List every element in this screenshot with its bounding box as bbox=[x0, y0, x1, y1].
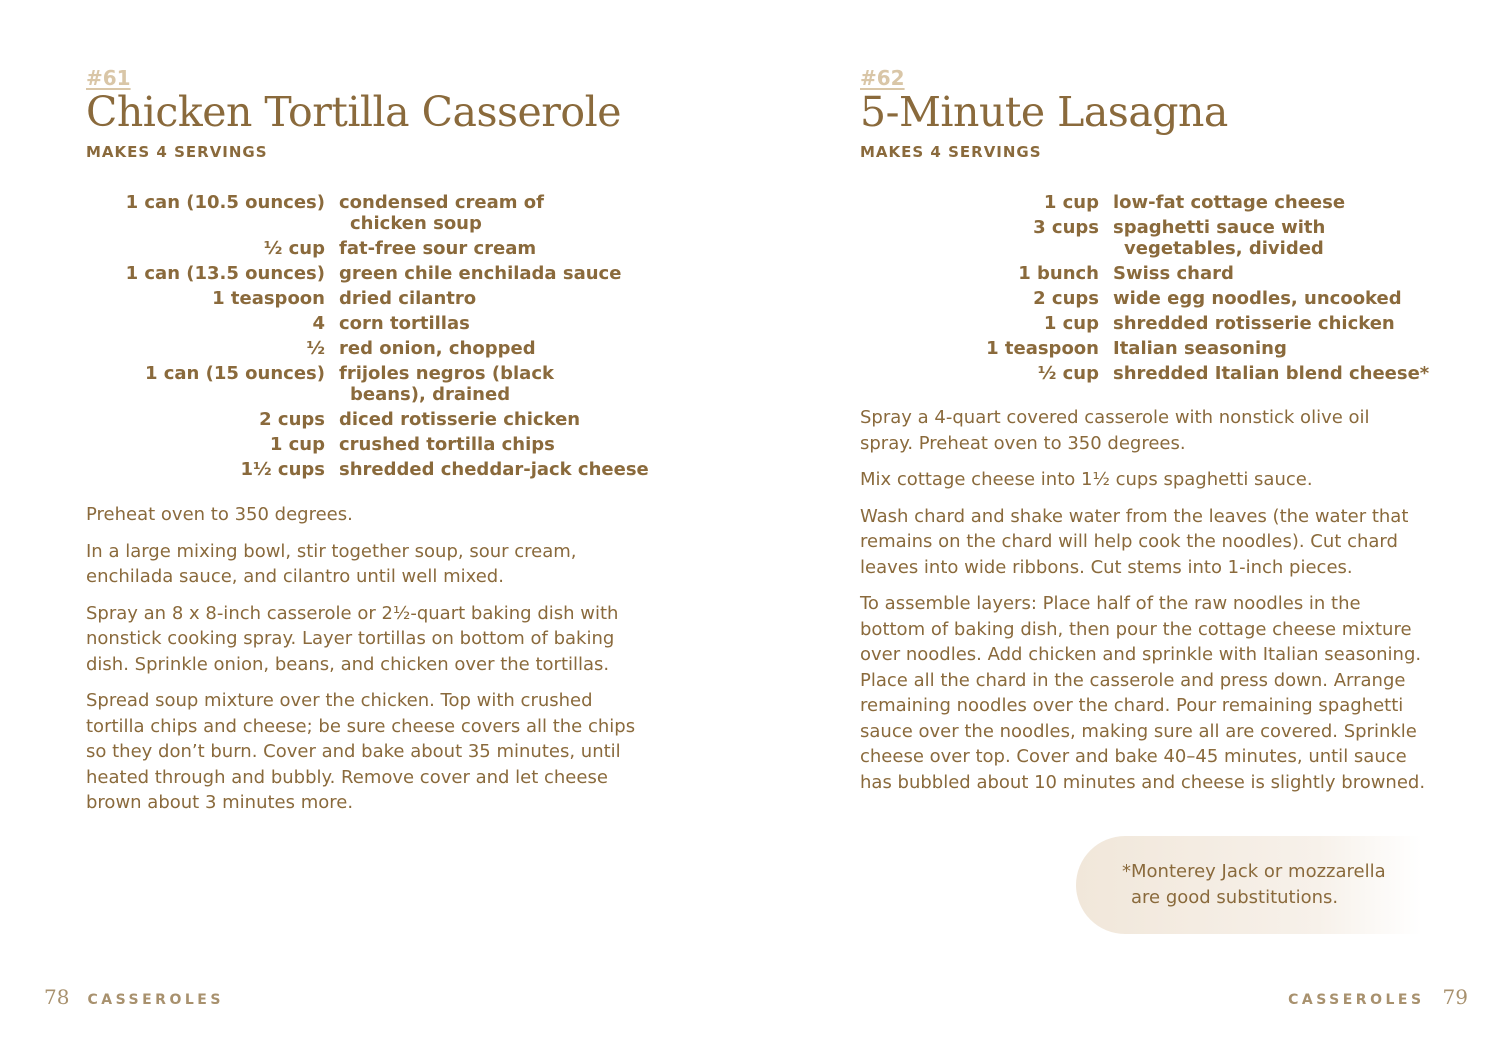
ingredient-name: condensed cream of bbox=[339, 192, 544, 213]
ingredient-quantity: 1 teaspoon bbox=[212, 288, 325, 309]
recipe-title: 5-Minute Lasagna bbox=[860, 88, 1228, 136]
ingredient-name: fat-free sour cream bbox=[339, 238, 537, 259]
ingredient-item bbox=[1113, 288, 1429, 313]
ingredient-quantity: 1 cup bbox=[269, 434, 325, 455]
ingredient-name: shredded Italian blend cheese* bbox=[1113, 363, 1430, 384]
page-footer bbox=[1288, 985, 1468, 1009]
note-box bbox=[1076, 836, 1422, 934]
ingredient-item bbox=[1113, 263, 1429, 288]
ingredient-name: wide egg noodles, uncooked bbox=[1113, 288, 1402, 309]
ingredient-name: diced rotisserie chicken bbox=[339, 409, 581, 430]
ingredient-row bbox=[860, 313, 1429, 338]
ingredient-quantity: 3 cups bbox=[1033, 217, 1099, 238]
direction-step: To assemble layers: Place half of the raw noodles in the bottom of baking dish, then pour the cottage cheese mixture over noodles. Add chicken and sprinkle with Italian seasoning. Place all the chard in the casserole and press down. Arrange remaining noodles over the chard. Pour remaining spaghetti sauce over the noodles, making sure all are covered. Sprinkle cheese over top. Cover and bake 40–45 minutes, until sauce has bubbled about 10 minutes and cheese is slightly browned. bbox=[860, 593, 1426, 793]
ingredient-item bbox=[339, 192, 649, 238]
ingredient-row bbox=[86, 263, 649, 288]
ingredient-name-continued: chicken soup bbox=[350, 213, 482, 234]
direction-step: Spray a 4-quart covered casserole with nonstick olive oil spray. Preheat oven to 350 degrees. bbox=[860, 407, 1370, 454]
right-page bbox=[756, 0, 1512, 1044]
ingredient-item bbox=[339, 338, 649, 363]
ingredient-item bbox=[1113, 363, 1429, 388]
ingredient-name: spaghetti sauce with bbox=[1113, 217, 1326, 238]
ingredient-item bbox=[339, 363, 649, 409]
ingredient-item bbox=[339, 238, 649, 263]
direction-step: In a large mixing bowl, stir together soup, sour cream, enchilada sauce, and cilantro until well mixed. bbox=[86, 540, 577, 587]
servings: MAKES 4 SERVINGS bbox=[860, 143, 1042, 161]
page-footer bbox=[44, 985, 224, 1009]
ingredient-row bbox=[86, 363, 649, 409]
ingredient-row bbox=[860, 192, 1429, 217]
ingredient-quantity: 1 bunch bbox=[1018, 263, 1099, 284]
ingredient-name-continued: beans), drained bbox=[350, 384, 511, 405]
ingredient-name: shredded cheddar-jack cheese bbox=[339, 459, 649, 480]
ingredient-row bbox=[860, 363, 1429, 388]
ingredient-row bbox=[860, 288, 1429, 313]
ingredient-name: red onion, chopped bbox=[339, 338, 536, 359]
ingredient-row bbox=[86, 288, 649, 313]
ingredient-item bbox=[1113, 338, 1429, 363]
ingredient-name: dried cilantro bbox=[339, 288, 477, 309]
ingredient-item bbox=[339, 263, 649, 288]
ingredient-name-continued: vegetables, divided bbox=[1124, 238, 1324, 259]
recipe-number: #62 bbox=[860, 66, 905, 90]
direction-step: Spray an 8 x 8-inch casserole or 2½-quart baking dish with nonstick cooking spray. Layer tortillas on bottom of baking dish. Sprinkle onion, beans, and chicken over the tortillas. bbox=[86, 602, 619, 675]
ingredient-quantity: 1 teaspoon bbox=[986, 338, 1099, 359]
direction-step: Spread soup mixture over the chicken. Top with crushed tortilla chips and cheese; be sure cheese covers all the chips so they don’t burn. Cover and bake about 35 minutes, until heated through and bubbly. Remove cover and let cheese brown about 3 minutes more. bbox=[86, 690, 636, 813]
ingredient-quantity: 1 cup bbox=[1043, 313, 1099, 334]
section-name: CASSEROLES bbox=[1288, 992, 1425, 1008]
ingredient-quantity: 1 can (10.5 ounces) bbox=[125, 192, 325, 213]
ingredient-row bbox=[86, 434, 649, 459]
ingredient-name: Swiss chard bbox=[1113, 263, 1234, 284]
direction-step: Wash chard and shake water from the leaves (the water that remains on the chard will help cook the noodles). Cut chard leaves into wide ribbons. Cut stems into 1-inch pieces. bbox=[860, 505, 1409, 578]
ingredient-quantity: 4 bbox=[312, 313, 325, 334]
directions bbox=[860, 405, 1426, 806]
ingredient-quantity: 1 cup bbox=[1043, 192, 1099, 213]
ingredient-row bbox=[860, 263, 1429, 288]
ingredient-row bbox=[86, 238, 649, 263]
note-line: are good substitutions. bbox=[1131, 887, 1339, 908]
ingredient-name: low-fat cottage cheese bbox=[1113, 192, 1346, 213]
ingredient-name: green chile enchilada sauce bbox=[339, 263, 622, 284]
note-line: *Monterey Jack or mozzarella bbox=[1122, 861, 1386, 882]
ingredient-quantity: 1 can (13.5 ounces) bbox=[125, 263, 325, 284]
ingredient-quantity: ½ cup bbox=[1037, 363, 1099, 384]
ingredient-quantity: ½ bbox=[306, 338, 325, 359]
ingredient-name: frijoles negros (black bbox=[339, 363, 554, 384]
ingredient-name: Italian seasoning bbox=[1113, 338, 1287, 359]
ingredient-item bbox=[339, 459, 649, 484]
ingredient-row bbox=[86, 313, 649, 338]
ingredient-name: corn tortillas bbox=[339, 313, 470, 334]
ingredient-name: crushed tortilla chips bbox=[339, 434, 555, 455]
ingredient-quantity: 1½ cups bbox=[240, 459, 325, 480]
servings: MAKES 4 SERVINGS bbox=[86, 143, 268, 161]
direction-step: Mix cottage cheese into 1½ cups spaghetti sauce. bbox=[860, 469, 1313, 490]
ingredient-item bbox=[339, 313, 649, 338]
ingredient-row bbox=[86, 192, 649, 238]
ingredient-list bbox=[86, 192, 649, 484]
page-number: 78 bbox=[44, 985, 70, 1009]
ingredient-item bbox=[339, 288, 649, 313]
recipe-title: Chicken Tortilla Casserole bbox=[86, 88, 621, 136]
ingredient-row bbox=[86, 409, 649, 434]
ingredient-item bbox=[1113, 192, 1429, 217]
ingredient-row bbox=[86, 459, 649, 484]
ingredient-quantity: ½ cup bbox=[263, 238, 325, 259]
ingredient-item bbox=[1113, 217, 1429, 263]
ingredient-name: shredded rotisserie chicken bbox=[1113, 313, 1395, 334]
note-text bbox=[1122, 859, 1386, 911]
directions bbox=[86, 502, 642, 827]
ingredient-item bbox=[339, 434, 649, 459]
ingredient-item bbox=[339, 409, 649, 434]
ingredient-quantity: 1 can (15 ounces) bbox=[144, 363, 325, 384]
ingredient-list bbox=[860, 192, 1429, 388]
ingredient-item bbox=[1113, 313, 1429, 338]
ingredient-row bbox=[860, 338, 1429, 363]
section-name: CASSEROLES bbox=[87, 992, 224, 1008]
ingredient-row bbox=[86, 338, 649, 363]
direction-step: Preheat oven to 350 degrees. bbox=[86, 504, 353, 525]
ingredient-row bbox=[860, 217, 1429, 263]
ingredient-quantity: 2 cups bbox=[1033, 288, 1099, 309]
ingredient-quantity: 2 cups bbox=[259, 409, 325, 430]
page-number: 79 bbox=[1442, 985, 1468, 1009]
recipe-number: #61 bbox=[86, 66, 131, 90]
